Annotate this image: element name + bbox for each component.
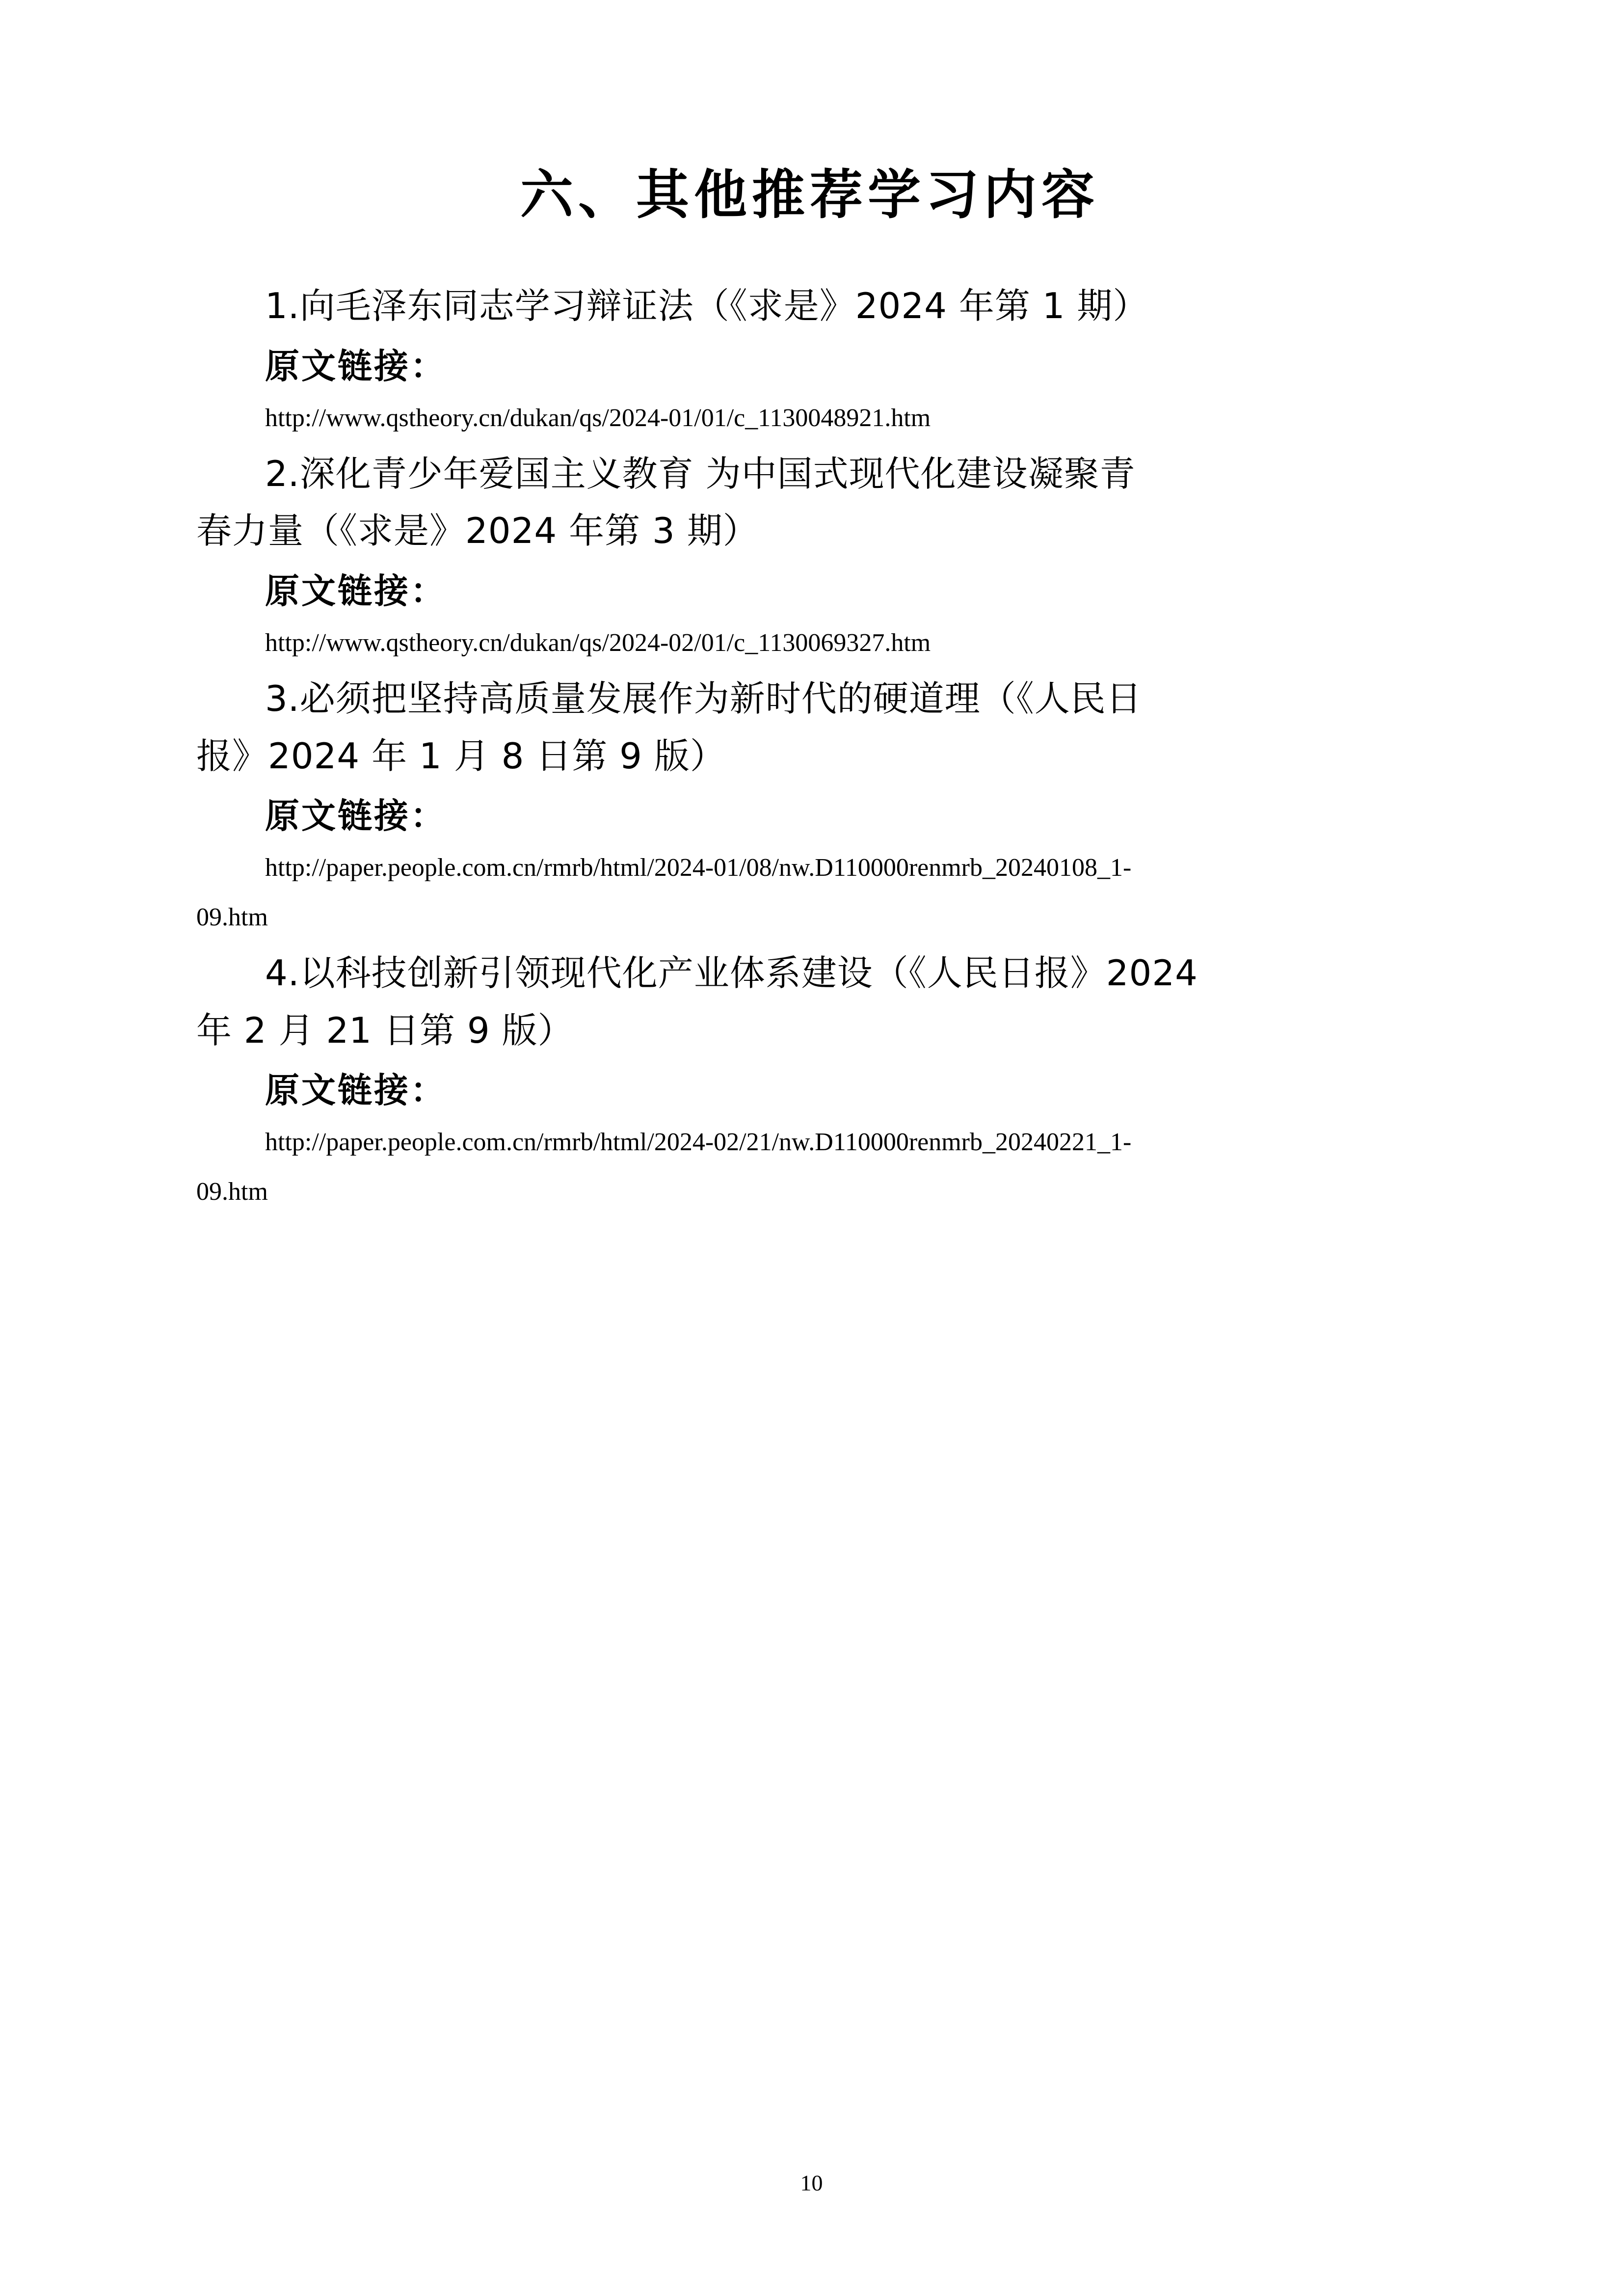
item-heading-line: 2.深化青少年爱国主义教育 为中国式现代化建设凝聚青 [265, 453, 1136, 494]
source-url[interactable]: http://paper.people.com.cn/rmrb/html/2024-02/21/nw.D110000renmrb_20240221_1- [265, 1128, 1132, 1157]
list-item [196, 945, 1423, 1214]
source-url[interactable]: http://www.qstheory.cn/dukan/qs/2024-02/01/c_1130069327.htm [265, 628, 931, 657]
original-link-label: 原文链接： [265, 1070, 447, 1111]
item-heading-line: 4.以科技创新引领现代化产业体系建设（《人民日报》2024 [265, 952, 1198, 994]
page-title: 六、其他推荐学习内容 [520, 164, 1099, 226]
page-number: 10 [800, 2170, 823, 2195]
list-item [196, 445, 1423, 665]
item-heading-line: 春力量（《求是》2024 年第 3 期） [196, 510, 759, 552]
original-link-label: 原文链接： [265, 795, 447, 837]
document-body [196, 162, 1423, 1219]
item-heading-line: 年 2 月 21 日第 9 版） [196, 1009, 574, 1051]
source-url-wrap[interactable]: 09.htm [196, 903, 268, 932]
item-heading-line: 3.必须把坚持高质量发展作为新时代的硬道理（《人民日 [265, 677, 1142, 719]
original-link-label: 原文链接： [265, 570, 447, 611]
source-url[interactable]: http://paper.people.com.cn/rmrb/html/2024-01/08/nw.D110000renmrb_20240108_1- [265, 854, 1132, 882]
source-url[interactable]: http://www.qstheory.cn/dukan/qs/2024-01/01/c_1130048921.htm [265, 404, 931, 432]
list-item [196, 277, 1423, 440]
source-url-wrap[interactable]: 09.htm [196, 1178, 268, 1206]
list-item [196, 670, 1423, 940]
item-heading-line: 报》2024 年 1 月 8 日第 9 版） [196, 735, 726, 777]
item-heading-line: 1.向毛泽东同志学习辩证法（《求是》2024 年第 1 期） [265, 285, 1149, 326]
original-link-label: 原文链接： [265, 345, 447, 386]
